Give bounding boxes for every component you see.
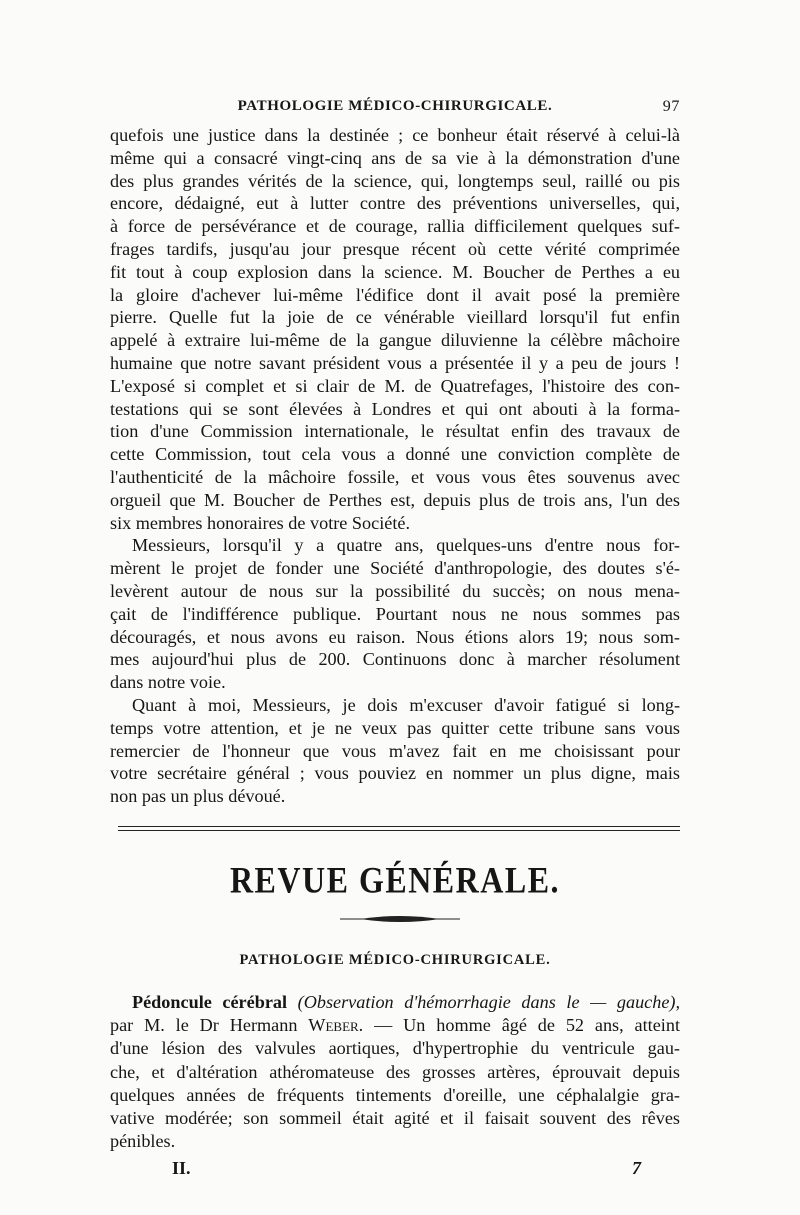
rule-line — [118, 830, 680, 831]
subsection-title: PATHOLOGIE MÉDICO-CHIRURGICALE. — [239, 952, 551, 968]
text-line: quefois une justice dans la destinée ; ce bonheur était réservé à celui-là — [110, 125, 680, 145]
byline-text: par M. le Dr Hermann — [110, 1015, 298, 1036]
running-head — [110, 98, 680, 120]
text-line: l'authenticité de la mâchoire fossile, et vous vous êtes souvenus avec — [110, 466, 680, 487]
text-line: dans notre voie. — [110, 672, 226, 693]
text-line: la gloire d'achever lui-même l'édifice dont il avait posé la première — [110, 284, 680, 305]
text-line: d'une lésion des valvules aortiques, d'hypertrophie du ventricule gau- — [110, 1038, 680, 1059]
text-line: même qui a consacré vingt-cinq ans de sa vie à la démonstration d'une — [110, 147, 680, 168]
sheet-number: 7 — [632, 1158, 641, 1178]
article-heading-line — [110, 991, 680, 1014]
text-line: pierre. Quelle fut la joie de ce vénérable vieillard lorsqu'il fut enfin — [110, 307, 680, 328]
rule-line — [118, 826, 680, 827]
text-line: Messieurs, lorsqu'il y a quatre ans, quelques-uns d'entre nous for- — [132, 535, 680, 556]
body-text — [110, 124, 680, 808]
text-line: L'exposé si complet et si clair de M. de Quatrefages, l'histoire des con- — [110, 375, 680, 396]
text-line: vative modérée; son sommeil était agité et il faisait souvent des rêves — [110, 1107, 680, 1128]
text-line: humaine que notre savant président vous a présentée il y a peu de jours ! — [110, 352, 680, 373]
signature-mark: II. — [172, 1158, 191, 1178]
text-line: pénibles. — [110, 1131, 176, 1152]
ornament-divider-icon — [340, 914, 460, 924]
text-line: testations qui se sont élevées à Londres et qui ont abouti à la forma- — [110, 398, 680, 419]
text-line: encore, dédaigné, eut à lutter contre des préventions universelles, qui, — [110, 193, 680, 214]
text-line: Quant à moi, Messieurs, je dois m'excuser d'avoir fatigué si long- — [132, 694, 680, 715]
text-line: çait de l'indifférence publique. Pourtant nous ne nous sommes pas — [110, 603, 680, 624]
text-line: découragés, et nous avons eu raison. Nous étions alors 19; nous som- — [110, 626, 680, 647]
author-name: Weber. — [308, 1015, 364, 1036]
section-title: REVUE GÉNÉRALE. — [229, 859, 561, 901]
text-line: che, et d'altération athéromateuse des grosses artères, éprouvait depuis — [110, 1061, 680, 1082]
text-line: votre secrétaire général ; vous pouviez en nommer un plus digne, mais — [110, 763, 680, 784]
text-line: orgueil que M. Boucher de Perthes est, depuis plus de trois ans, l'un des — [110, 489, 680, 510]
text-line: quelques années de fréquents tintements d'oreille, une céphalalgie gra- — [110, 1084, 680, 1105]
running-head-title: PATHOLOGIE MÉDICO-CHIRURGICALE. — [237, 98, 553, 114]
text-line: non pas un plus dévoué. — [110, 786, 286, 807]
article — [110, 991, 680, 1153]
text-line: fit tout à coup explosion dans la science. M. Boucher de Perthes a eu — [110, 261, 680, 282]
text-line: à force de persévérance et de courage, rallia difficilement quelques suf- — [110, 216, 680, 237]
byline-tail: — Un homme âgé de 52 ans, atteint — [374, 1015, 681, 1036]
text-line: frages tardifs, jusqu'au jour presque récent où cette vérité comprimée — [110, 238, 680, 259]
text-line: appelé à extraire lui-même de la gangue diluvienne la célèbre mâchoire — [110, 330, 680, 351]
article-heading-note: (Observation d'hémorrhagie dans le — gauche), — [297, 992, 681, 1012]
article-heading: Pédoncule cérébral — [132, 992, 288, 1012]
text-line: mèrent le projet de fonder une Société d'anthropologie, des doutes s'é- — [110, 558, 680, 579]
text-line: tion d'une Commission internationale, le résultat enfin des travaux de — [110, 421, 680, 442]
text-line: levèrent autour de nous sur la possibilité du succès; on nous mena- — [110, 580, 680, 601]
text-line: des plus grandes vérités de la science, qui, longtemps seul, raillé ou pis — [110, 170, 680, 191]
page-number: 97 — [662, 98, 680, 115]
text-line: remercier de l'honneur que vous m'avez fait en me choisissant pour — [110, 740, 680, 761]
article-byline — [110, 1014, 680, 1037]
text-line: six membres honoraires de votre Société. — [110, 512, 411, 533]
section-double-rule — [118, 826, 680, 834]
text-line: temps votre attention, et je ne veux pas quitter cette tribune sans vous — [110, 717, 680, 738]
text-line: cette Commission, tout cela vous a donné une conviction complète de — [110, 444, 680, 465]
text-line: mes aujourd'hui plus de 200. Continuons donc à marcher résolument — [110, 649, 680, 670]
